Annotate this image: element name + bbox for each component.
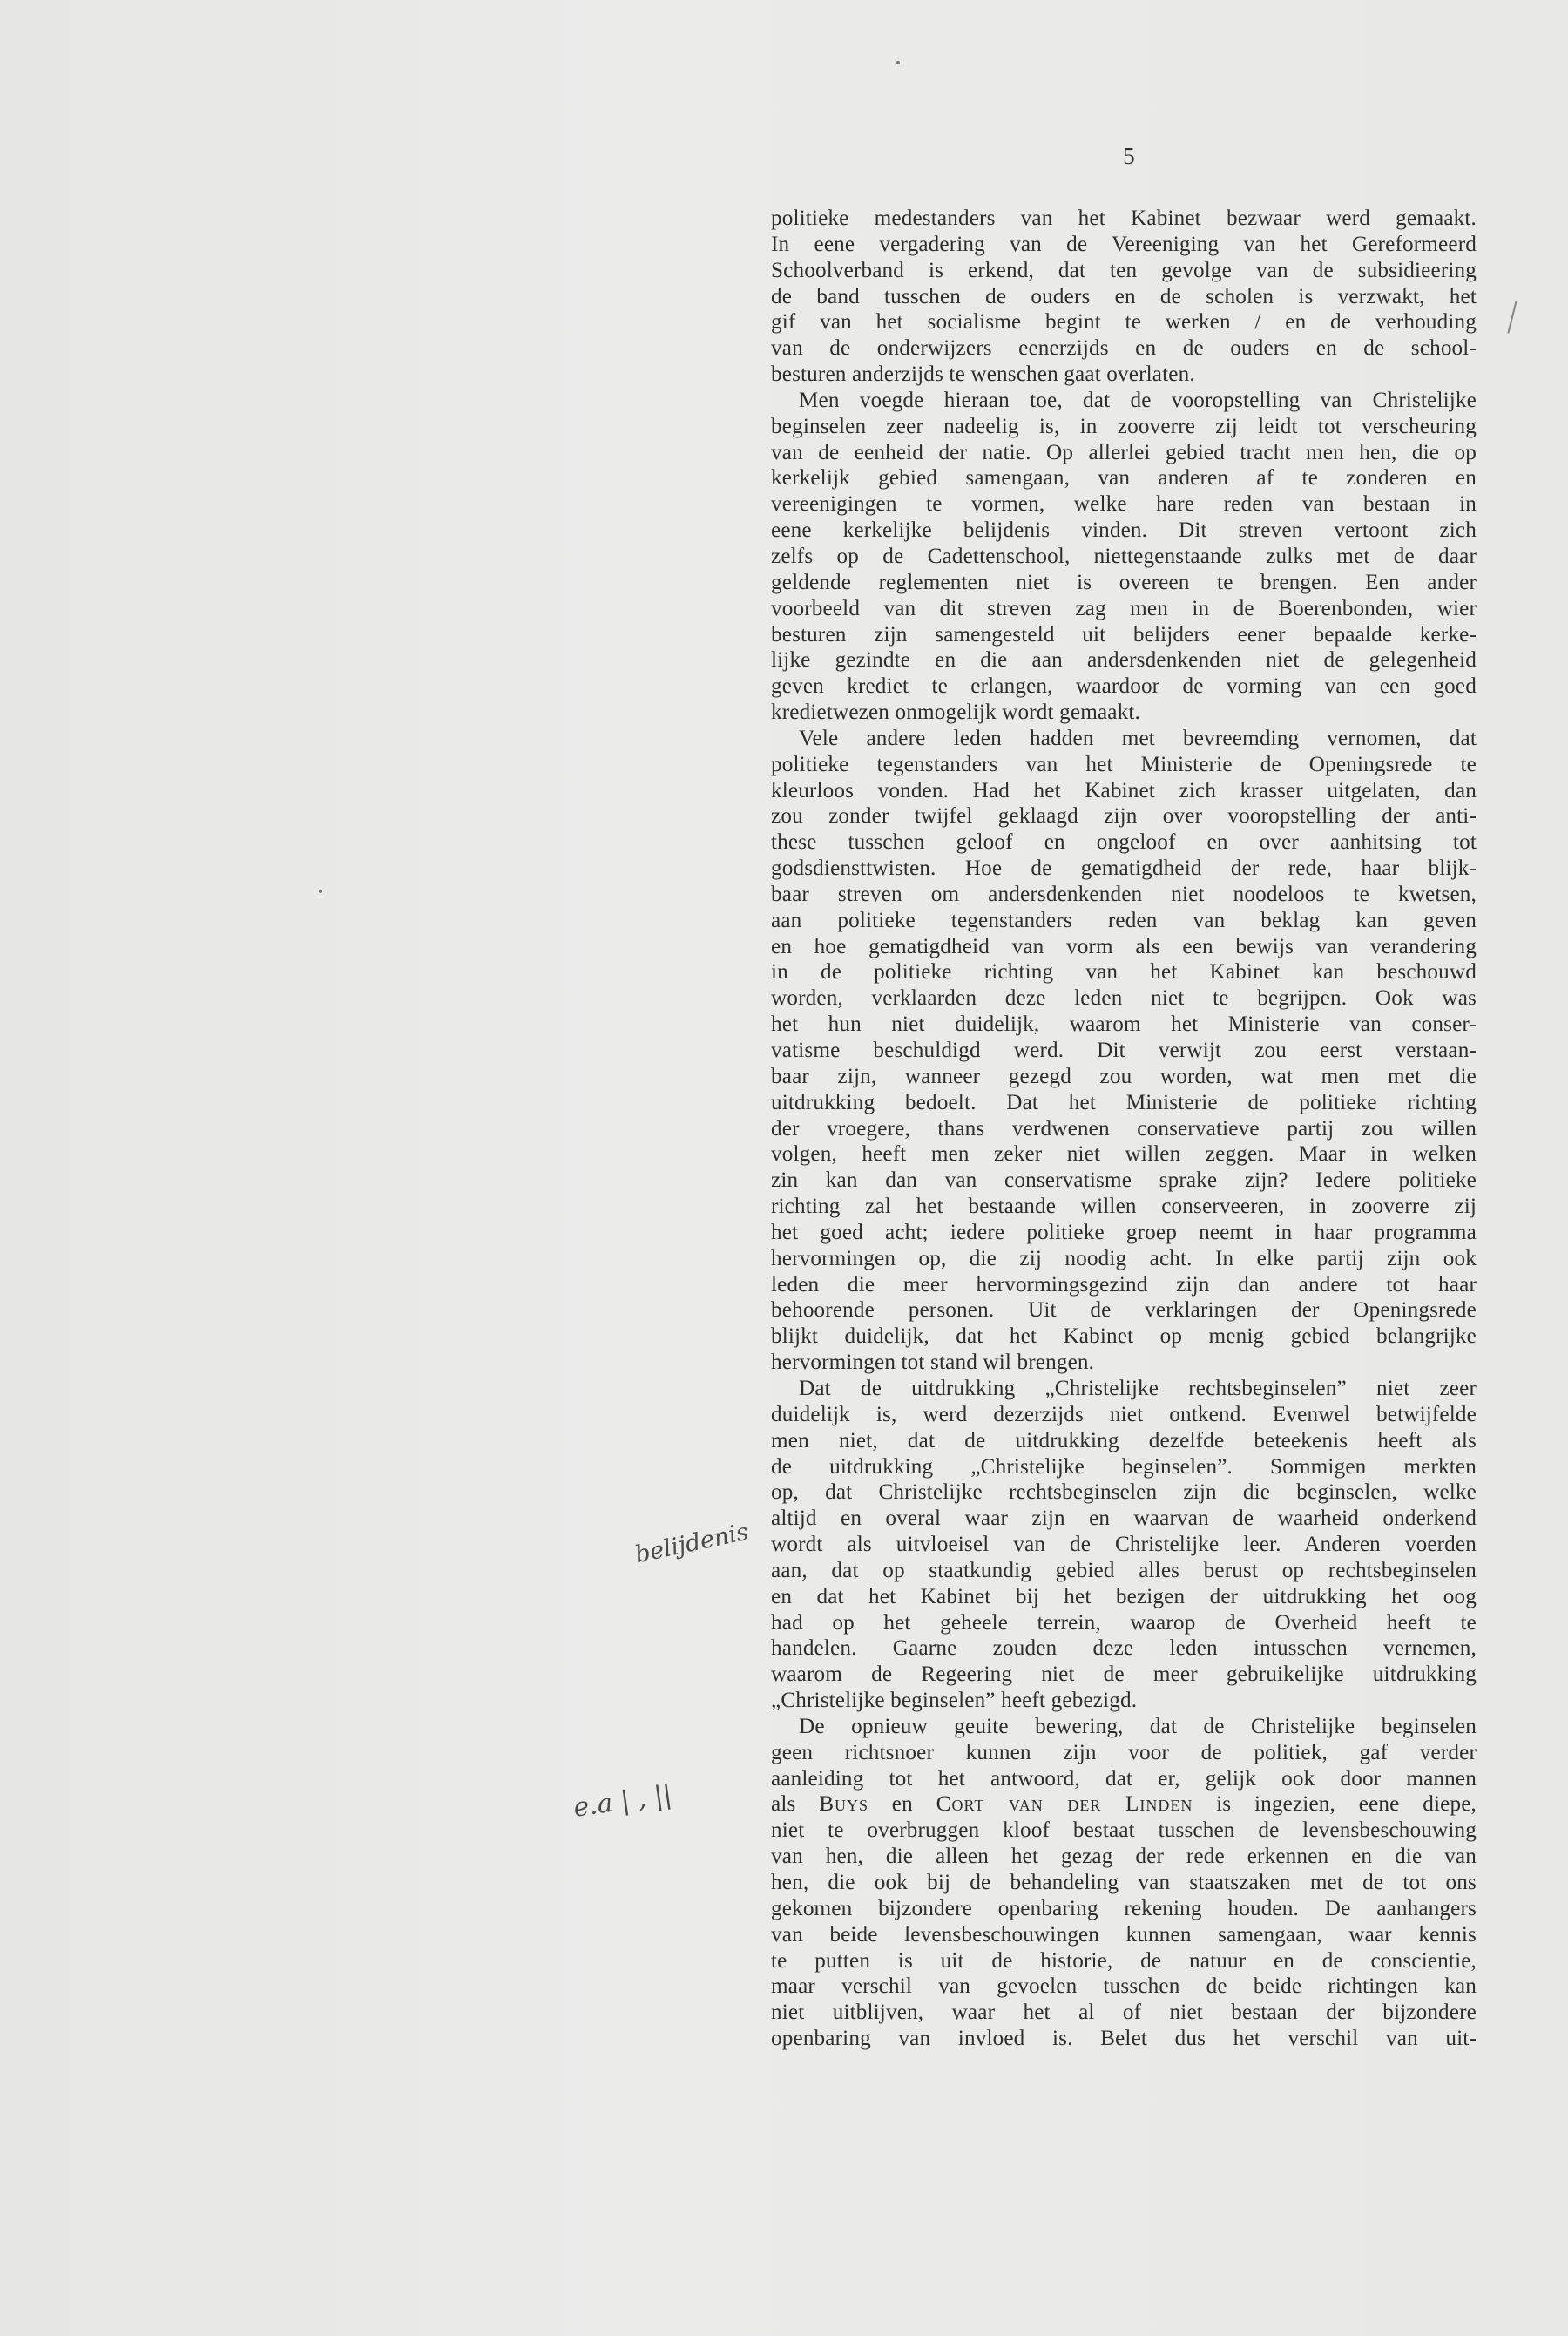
text-line: en hoe gematigdheid van vorm als een bewijs van verandering [771,934,1477,958]
text-line: niet te overbruggen kloof bestaat tusschen de levensbeschouwing [771,1818,1477,1843]
text-line: van beide levensbeschouwingen kunnen samengaan, waar kennis [771,1922,1477,1947]
text-line: de uitdrukking „Christelijke beginselen”. Sommigen merkten [771,1454,1477,1479]
body-text [771,206,1477,2052]
text-line: kerkelijk gebied samengaan, van anderen af te zonderen en [771,466,1477,491]
text-line: vatisme beschuldigd werd. Dit verwijt zou eerst verstaan- [771,1039,1477,1062]
text-line: men niet, dat de uitdrukking dezelfde beteekenis heeft als [771,1428,1477,1452]
text-line: aanleiding tot het antwoord, dat er, gelijk ook door mannen [771,1766,1477,1791]
text-line: het goed acht; iedere politieke groep neemt in haar programma [771,1220,1477,1244]
text-line: aan, dat op staatkundig gebied alles berust op rechtsbeginselen [771,1558,1477,1582]
text-line: zou zonder twijfel geklaagd zijn over vooropstelling der anti- [771,804,1477,829]
text-line: politieke medestanders van het Kabinet bezwaar werd gemaakt. [771,207,1477,230]
page-number: 5 [1123,143,1135,169]
text-line: volgen, heeft men zeker niet willen zeggen. Maar in welken [771,1142,1477,1167]
text-line: baar zijn, wanneer gezegd zou worden, wat men met die [771,1064,1477,1088]
pencil-mark [1507,301,1517,333]
text-line: voorbeeld van dit streven zag men in de Boerenbonden, wier [771,596,1477,620]
text-line: uitdrukking bedoelt. Dat het Ministerie de politieke richting [771,1090,1477,1114]
text-line: hervormingen tot stand wil brengen. [771,1351,1095,1375]
text-line: leden die meer hervormingsgezind zijn dan andere tot haar [771,1272,1477,1297]
text-line: besturen anderzijds te wenschen gaat overlaten. [771,362,1195,387]
text-line: het hun niet duidelijk, waarom het Ministerie van conser- [771,1012,1477,1037]
text-line: van de onderwijzers eenerzijds en de ouders en de school- [771,336,1477,361]
text-line: der vroegere, thans verdwenen conservatieve partij zou willen [771,1116,1477,1141]
text-line: en dat het Kabinet bij het bezigen der uitdrukking het oog [771,1584,1477,1608]
text-line: openbaring van invloed is. Belet dus het verschil van uit- [771,2027,1477,2051]
text-line: van de eenheid der natie. Op allerlei gebied tracht men hen, die op [771,440,1477,464]
text-line: geen richtsnoer kunnen zijn voor de politiek, gaf verder [771,1740,1477,1764]
text-line: maar verschil van gevoelen tusschen de beide richtingen kan [771,1974,1477,1999]
text-line: wordt als uitvloeisel van de Christelijke leer. Anderen voerden [771,1533,1477,1557]
text-line: baar streven om andersdenkenden niet noodeloos te kwetsen, [771,882,1477,906]
text-line: Vele andere leden hadden met bevreemding vernomen, dat [799,726,1477,750]
text-line: geven krediet te erlangen, waardoor de vorming van een goed [771,674,1477,699]
text-line: op, dat Christelijke rechtsbeginselen zijn die beginselen, welke [771,1480,1477,1505]
text-line: handelen. Gaarne zouden deze leden intusschen vernemen, [771,1636,1477,1661]
text-line: behoorende personen. Uit de verklaringen der Openingsrede [771,1298,1477,1323]
text-line: Men voegde hieraan toe, dat de vooropstelling van Christelijke [799,388,1477,412]
text-line: altijd en overal waar zijn en waarvan de waarheid onderkend [771,1507,1477,1531]
text-line: eene kerkelijke belijdenis vinden. Dit streven vertoont zich [771,518,1477,543]
text-line: de band tusschen de ouders en de scholen is verzwakt, het [771,284,1477,308]
text-line: als Buys en Cort van der Linden is ingezien, eene diepe, [771,1792,1477,1817]
text-line: Schoolverband is erkend, dat ten gevolge van de subsidieering [771,258,1477,282]
text-line: waarom de Regeering niet de meer gebruikelijke uitdrukking [771,1662,1477,1687]
text-line: „Christelijke beginselen” heeft gebezigd. [771,1689,1138,1713]
text-line: zelfs op de Cadettenschool, niettegenstaande zulks met de daar [771,544,1477,568]
text-line: blijkt duidelijk, dat het Kabinet op menig gebied belangrijke [771,1324,1477,1349]
handwritten-margin-note-2: e.a | , || [571,1779,674,1824]
text-line: godsdiensttwisten. Hoe de gematigdheid der rede, haar blijk- [771,857,1477,881]
text-line: niet uitblijven, waar het al of niet bestaan der bijzondere [771,2001,1477,2025]
text-line: worden, verklaarden deze leden niet te begrijpen. Ook was [771,986,1477,1011]
text-line: beginselen zeer nadeelig is, in zooverre zij leidt tot verscheuring [771,414,1477,438]
text-line: kredietwezen onmogelijk wordt gemaakt. [771,701,1140,725]
paper-speck [319,890,322,893]
text-line: in de politieke richting van het Kabinet kan beschouwd [771,960,1477,985]
text-line: lijke gezindte en die aan andersdenkenden niet de gelegenheid [771,648,1477,673]
text-line: these tusschen geloof en ongeloof en over aanhitsing tot [771,830,1477,855]
text-line: politieke tegenstanders van het Ministerie de Openingsrede te [771,752,1477,776]
text-line: duidelijk is, werd dezerzijds niet ontkend. Evenwel betwijfelde [771,1402,1477,1426]
text-line: zin kan dan van conservatisme sprake zijn? Iedere politieke [771,1168,1477,1193]
text-line: had op het geheele terrein, waarop de Overheid heeft te [771,1610,1477,1635]
text-line: kleurloos vonden. Had het Kabinet zich krasser uitgelaten, dan [771,778,1477,802]
text-line: van hen, die alleen het gezag der rede erkennen en die van [771,1845,1477,1869]
text-line: besturen zijn samengesteld uit belijders eener bepaalde kerke- [771,622,1477,647]
text-line: Dat de uitdrukking „Christelijke rechtsbeginselen” niet zeer [799,1376,1477,1400]
paper-speck [896,61,900,64]
text-line: richting zal het bestaande willen conserveeren, in zooverre zij [771,1195,1477,1219]
text-line: gekomen bijzondere openbaring rekening houden. De aanhangers [771,1896,1477,1920]
text-line: aan politieke tegenstanders reden van beklag kan geven [771,908,1477,932]
text-line: hen, die ook bij de behandeling van staatszaken met de tot ons [771,1871,1477,1894]
text-line: vereenigingen te vormen, welke hare reden van bestaan in [771,492,1477,517]
text-line: geldende reglementen niet is overeen te brengen. Een ander [771,570,1477,594]
handwritten-margin-note: belijdenis [632,1518,751,1569]
text-line: hervormingen op, die zij noodig acht. In elke partij zijn ook [771,1246,1477,1270]
text-line: te putten is uit de historie, de natuur en de conscientie, [771,1948,1477,1973]
text-line: De opnieuw geuite bewering, dat de Christelijke beginselen [799,1714,1477,1738]
text-line: gif van het socialisme begint te werken / en de verhouding [771,310,1477,335]
text-line: In eene vergadering van de Vereeniging van het Gereformeerd [771,232,1477,256]
